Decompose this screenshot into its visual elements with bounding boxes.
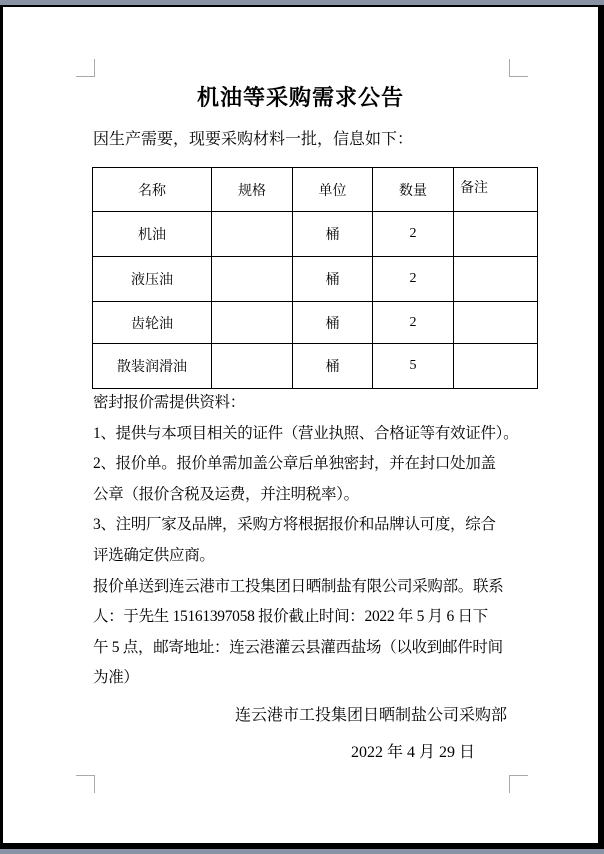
cell-name[interactable]: 齿轮油 bbox=[93, 302, 212, 344]
cell-spec[interactable] bbox=[212, 257, 293, 302]
cell-note[interactable] bbox=[454, 257, 538, 302]
materials-table[interactable] bbox=[92, 167, 538, 389]
col-header-qty[interactable]: 数量 bbox=[373, 168, 454, 212]
body-line[interactable]: 评选确定供应商。 bbox=[93, 546, 215, 564]
cell-spec[interactable] bbox=[212, 302, 293, 344]
cell-qty[interactable]: 2 bbox=[373, 302, 454, 344]
col-header-spec[interactable]: 规格 bbox=[212, 168, 293, 212]
cell-qty[interactable]: 5 bbox=[373, 344, 454, 389]
col-header-name[interactable]: 名称 bbox=[93, 168, 212, 212]
cell-name[interactable]: 液压油 bbox=[93, 257, 212, 302]
text-boundary-mark-top-left bbox=[76, 59, 95, 77]
cell-note[interactable] bbox=[454, 302, 538, 344]
cell-qty[interactable]: 2 bbox=[373, 212, 454, 257]
table-row bbox=[93, 212, 538, 257]
cell-note[interactable] bbox=[454, 344, 538, 389]
document-page[interactable] bbox=[3, 7, 598, 843]
body-line[interactable]: 2、报价单。报价单需加盖公章后单独密封，并在封口处加盖 bbox=[93, 455, 496, 473]
col-header-unit[interactable]: 单位 bbox=[293, 168, 373, 212]
body-line[interactable]: 人：于先生 15161397058 报价截止时间：2022 年 5 月 6 日下 bbox=[93, 608, 488, 626]
body-line[interactable]: 午 5 点，邮寄地址：连云港灌云县灌西盐场（以收到邮件时间 bbox=[93, 638, 503, 656]
cell-spec[interactable] bbox=[212, 344, 293, 389]
cell-unit[interactable]: 桶 bbox=[293, 212, 373, 257]
body-line[interactable]: 3、注明厂家及品牌，采购方将根据报价和品牌认可度，综合 bbox=[93, 516, 496, 534]
workspace-band-top bbox=[0, 0, 604, 5]
signature-org[interactable]: 连云港市工投集团日晒制盐公司采购部 bbox=[234, 707, 507, 724]
table-row bbox=[93, 344, 538, 389]
cell-name[interactable]: 机油 bbox=[93, 212, 212, 257]
text-boundary-mark-top-right bbox=[509, 59, 528, 77]
cell-qty[interactable]: 2 bbox=[373, 257, 454, 302]
cell-name[interactable]: 散装润滑油 bbox=[93, 344, 212, 389]
cell-unit[interactable]: 桶 bbox=[293, 257, 373, 302]
cell-unit[interactable]: 桶 bbox=[293, 344, 373, 389]
table-row bbox=[93, 257, 538, 302]
signature-date[interactable]: 2022 年 4 月 29 日 bbox=[350, 744, 475, 761]
text-boundary-mark-bottom-right bbox=[509, 775, 528, 793]
page-title[interactable]: 机油等采购需求公告 bbox=[196, 85, 404, 110]
body-line[interactable]: 密封报价需提供资料： bbox=[93, 394, 246, 411]
table-row bbox=[93, 302, 538, 344]
col-header-note[interactable]: 备注 bbox=[454, 168, 538, 212]
body-line[interactable]: 为准） bbox=[93, 669, 139, 687]
cell-unit[interactable]: 桶 bbox=[293, 302, 373, 344]
body-line[interactable]: 1、提供与本项目相关的证件（营业执照、合格证等有效证件）。 bbox=[93, 424, 519, 442]
intro-paragraph[interactable]: 因生产需要，现要采购材料一批，信息如下： bbox=[93, 131, 414, 148]
workspace-band-bottom bbox=[0, 849, 604, 854]
table-header-row bbox=[93, 168, 538, 212]
cell-spec[interactable] bbox=[212, 212, 293, 257]
body-line[interactable]: 公章（报价含税及运费，并注明税率）。 bbox=[93, 485, 359, 503]
body-line[interactable]: 报价单送到连云港市工投集团日晒制盐有限公司采购部。联系 bbox=[93, 577, 504, 595]
cell-note[interactable] bbox=[454, 212, 538, 257]
text-boundary-mark-bottom-left bbox=[76, 775, 95, 793]
body-text bbox=[93, 388, 533, 694]
